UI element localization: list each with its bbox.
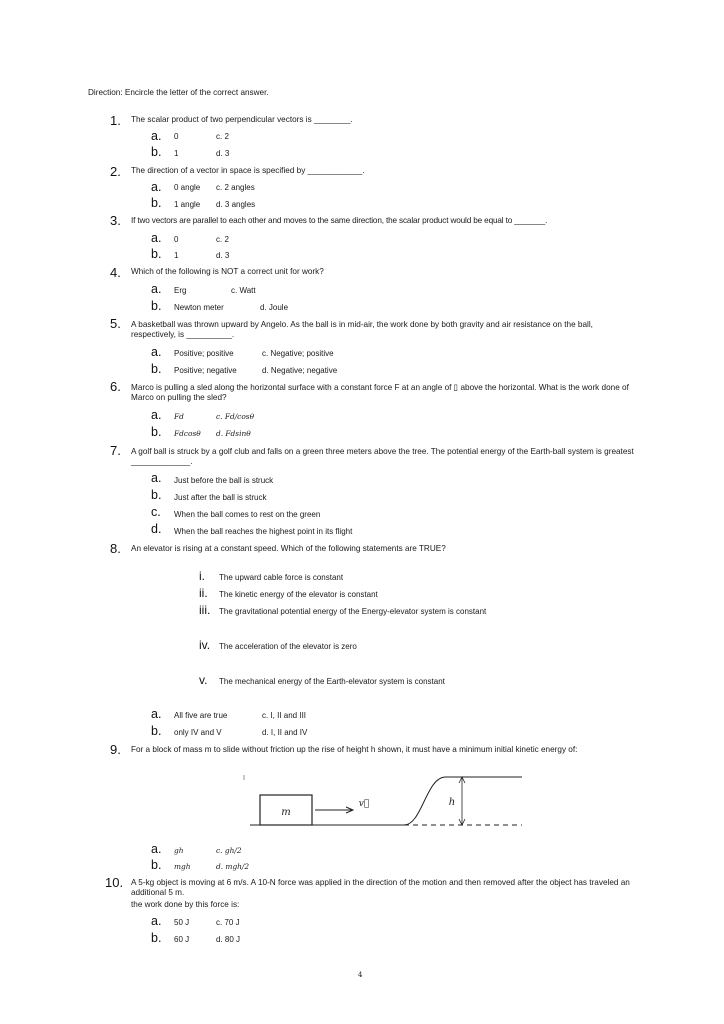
option-c[interactable]: c. 2 bbox=[216, 235, 229, 244]
option-a[interactable]: Erg bbox=[174, 286, 187, 295]
option-d[interactable]: d. 3 bbox=[216, 149, 230, 158]
option-d[interactable]: d. mgh/2 bbox=[216, 862, 250, 871]
question-number: 5. bbox=[110, 316, 121, 331]
option-a-letter[interactable]: a. bbox=[151, 408, 162, 422]
velocity-label: v⃗ bbox=[358, 799, 370, 809]
option-a[interactable]: Fd bbox=[174, 412, 184, 421]
option-c[interactable]: c. Negative; positive bbox=[262, 349, 334, 358]
option-c[interactable]: c. 2 bbox=[216, 132, 229, 141]
option-a[interactable]: Just before the ball is struck bbox=[174, 476, 274, 485]
option-b-letter[interactable]: b. bbox=[151, 931, 162, 945]
option-b-letter[interactable]: b. bbox=[151, 299, 162, 313]
option-b[interactable]: Positive; negative bbox=[174, 366, 237, 375]
option-a-letter[interactable]: a. bbox=[151, 471, 162, 485]
option-b[interactable]: mgh bbox=[174, 862, 191, 871]
statement-numeral: iii. bbox=[199, 603, 211, 617]
option-a-letter[interactable]: a. bbox=[151, 282, 162, 296]
question-text: A 5-kg object is moving at 6 m/s. A 10-N force was applied in the direction of the motion and then removed after the object has traveled an additional 5 m. bbox=[131, 878, 630, 897]
option-a[interactable]: 0 angle bbox=[174, 183, 201, 192]
option-b[interactable]: 1 bbox=[174, 251, 179, 260]
option-c[interactable]: c. 70 J bbox=[216, 918, 240, 927]
statement-text: The acceleration of the elevator is zero bbox=[219, 642, 357, 651]
option-c[interactable]: c. Watt bbox=[231, 286, 256, 295]
option-b-letter[interactable]: b. bbox=[151, 488, 162, 502]
option-b[interactable]: 1 bbox=[174, 149, 179, 158]
question-number: 6. bbox=[110, 379, 121, 394]
option-d[interactable]: d. Joule bbox=[260, 303, 289, 312]
question-number: 7. bbox=[110, 443, 121, 458]
option-b[interactable]: Just after the ball is struck bbox=[174, 493, 267, 502]
question-number: 2. bbox=[110, 164, 121, 179]
option-d[interactable]: When the ball reaches the highest point in its flight bbox=[174, 527, 353, 536]
question-text: Marco is pulling a sled along the horizontal surface with a constant force F at an angle of ▯ above the horizontal. What is the work done of Marco on pulling the sled? bbox=[131, 383, 629, 402]
question-text: The scalar product of two perpendicular vectors is ________. bbox=[131, 115, 353, 124]
question-number: 3. bbox=[110, 213, 121, 228]
statement-numeral: v. bbox=[199, 673, 208, 687]
option-c[interactable]: c. gh/2 bbox=[216, 846, 242, 855]
option-b-letter[interactable]: b. bbox=[151, 724, 162, 738]
option-a[interactable]: 0 bbox=[174, 132, 179, 141]
question-text: The direction of a vector in space is specified by ____________. bbox=[131, 166, 365, 175]
direction-text: Direction: Encircle the letter of the correct answer. bbox=[88, 88, 269, 97]
option-a-letter[interactable]: a. bbox=[151, 842, 162, 856]
option-c[interactable]: When the ball comes to rest on the green bbox=[174, 510, 321, 519]
statement-text: The kinetic energy of the elevator is constant bbox=[219, 590, 378, 599]
question-text-continued: the work done by this force is: bbox=[131, 900, 240, 909]
option-d[interactable]: d. Fdsinθ bbox=[216, 429, 251, 438]
option-a-letter[interactable]: a. bbox=[151, 180, 162, 194]
option-b-letter[interactable]: b. bbox=[151, 425, 162, 439]
question-number: 9. bbox=[110, 742, 121, 757]
question-text: A basketball was thrown upward by Angelo. As the ball is in mid-air, the work done by both gravity and air resistance on the ball, respectively, is __________. bbox=[131, 320, 593, 339]
statement-numeral: ii. bbox=[199, 586, 208, 600]
option-d-letter[interactable]: d. bbox=[151, 522, 162, 536]
option-b-letter[interactable]: b. bbox=[151, 362, 162, 376]
option-b[interactable]: 1 angle bbox=[174, 200, 201, 209]
ramp-curve bbox=[404, 777, 522, 825]
option-a[interactable]: 0 bbox=[174, 235, 179, 244]
option-d[interactable]: d. 3 bbox=[216, 251, 230, 260]
height-label: h bbox=[448, 797, 456, 808]
question-number: 1. bbox=[110, 113, 121, 128]
option-a[interactable]: gh bbox=[174, 846, 184, 855]
question-text: A golf ball is struck by a golf club and falls on a green three meters above the tree. The potential energy of the Earth-ball system is greatest _____________. bbox=[131, 447, 634, 466]
option-a-letter[interactable]: a. bbox=[151, 129, 162, 143]
question-number: 8. bbox=[110, 541, 121, 556]
option-c[interactable]: c. Fd/cosθ bbox=[216, 412, 255, 421]
option-a-letter[interactable]: a. bbox=[151, 707, 162, 721]
question-number: 10. bbox=[105, 875, 124, 890]
option-a-letter[interactable]: a. bbox=[151, 345, 162, 359]
option-d[interactable]: d. Negative; negative bbox=[262, 366, 338, 375]
option-b-letter[interactable]: b. bbox=[151, 247, 162, 261]
page-number: 4 bbox=[358, 971, 363, 979]
statement-numeral: i. bbox=[199, 569, 205, 583]
option-a[interactable]: Positive; positive bbox=[174, 349, 234, 358]
option-b[interactable]: only IV and V bbox=[174, 728, 222, 737]
option-b-letter[interactable]: b. bbox=[151, 196, 162, 210]
option-c[interactable]: c. 2 angles bbox=[216, 183, 255, 192]
option-b-letter[interactable]: b. bbox=[151, 858, 162, 872]
question-text: An elevator is rising at a constant speed. Which of the following statements are TRUE? bbox=[131, 544, 446, 553]
option-b-letter[interactable]: b. bbox=[151, 145, 162, 159]
block-label: m bbox=[281, 807, 291, 818]
option-c-letter[interactable]: c. bbox=[151, 505, 161, 519]
question-text: Which of the following is NOT a correct unit for work? bbox=[131, 267, 324, 276]
question-number: 4. bbox=[110, 265, 121, 280]
option-c[interactable]: c. I, II and III bbox=[262, 711, 307, 720]
option-a-letter[interactable]: a. bbox=[151, 231, 162, 245]
question-text: For a block of mass m to slide without friction up the rise of height h shown, it must have a minimum initial kinetic energy of: bbox=[131, 745, 578, 754]
option-d[interactable]: d. 3 angles bbox=[216, 200, 256, 209]
block-ramp-diagram bbox=[240, 770, 530, 830]
statement-text: The upward cable force is constant bbox=[219, 573, 344, 582]
option-b[interactable]: Fdcosθ bbox=[174, 429, 201, 438]
option-b[interactable]: Newton meter bbox=[174, 303, 224, 312]
question-text: If two vectors are parallel to each other and moves to the same direction, the scalar product would be equal to _______. bbox=[131, 216, 548, 225]
option-a[interactable]: 50 J bbox=[174, 918, 190, 927]
statement-text: The gravitational potential energy of the Energy-elevator system is constant bbox=[219, 607, 487, 616]
statement-numeral: iv. bbox=[199, 638, 211, 652]
option-d[interactable]: d. 80 J bbox=[216, 935, 241, 944]
statement-text: The mechanical energy of the Earth-elevator system is constant bbox=[219, 677, 445, 686]
option-a[interactable]: All five are true bbox=[174, 711, 228, 720]
option-a-letter[interactable]: a. bbox=[151, 914, 162, 928]
option-d[interactable]: d. I, II and IV bbox=[262, 728, 308, 737]
option-b[interactable]: 60 J bbox=[174, 935, 190, 944]
